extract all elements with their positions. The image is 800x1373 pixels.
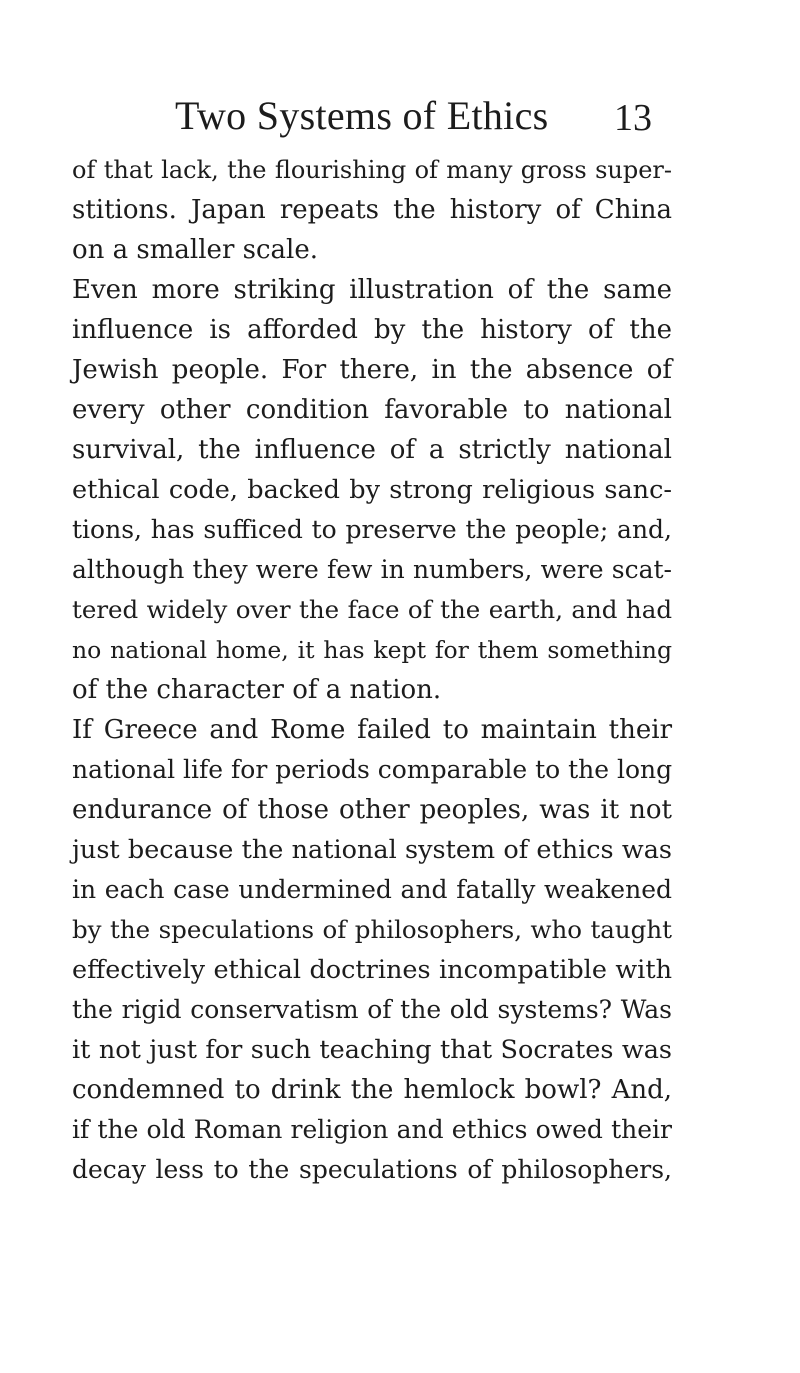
text-line: of that lack, the flourishing of many gross super- [72,156,672,184]
text-line: Even more striking illustration of the same [72,275,672,305]
text-line: survival, the influence of a strictly national [72,435,672,465]
text-line: endurance of those other peoples, was it not [72,795,672,825]
text-line: national life for periods comparable to the long [72,755,673,784]
text-line: condemned to drink the hemlock bowl? And, [72,1075,672,1105]
text-line: effectively ethical doctrines incompatible with [72,955,672,985]
text-line: stitions. Japan repeats the history of China [72,195,672,225]
text-line: every other condition favorable to national [72,395,672,425]
text-line: on a smaller scale. [72,235,319,265]
body-text [72,150,672,1190]
text-line: of the character of a nation. [72,675,442,705]
text-line: it not just for such teaching that Socrates was [72,1035,672,1065]
text-line: influence is afforded by the history of the [72,315,672,345]
text-line: Jewish people. For there, in the absence of [72,355,672,385]
text-line: no national home, it has kept for them something [72,636,672,664]
text-line: although they were few in numbers, were scat- [72,555,672,584]
text-line: tions, has sufficed to preserve the people; and, [72,515,672,544]
text-line: If Greece and Rome failed to maintain their [72,715,672,745]
text-line: by the speculations of philosophers, who taught [72,915,672,944]
text-line: decay less to the speculations of philosophers, [72,1155,672,1184]
text-line: tered widely over the face of the earth, and had [72,595,672,624]
text-line: if the old Roman religion and ethics owed their [72,1115,672,1144]
page-number: 13 [614,97,652,139]
text-line: just because the national system of ethics was [72,835,672,865]
text-line: ethical code, backed by strong religious sanc- [72,475,672,505]
text-line: the rigid conservatism of the old systems? Was [72,995,672,1024]
running-head [0,92,800,140]
text-line: in each case undermined and fatally weakened [72,875,672,904]
running-title: Two Systems of Ethics [175,93,549,138]
